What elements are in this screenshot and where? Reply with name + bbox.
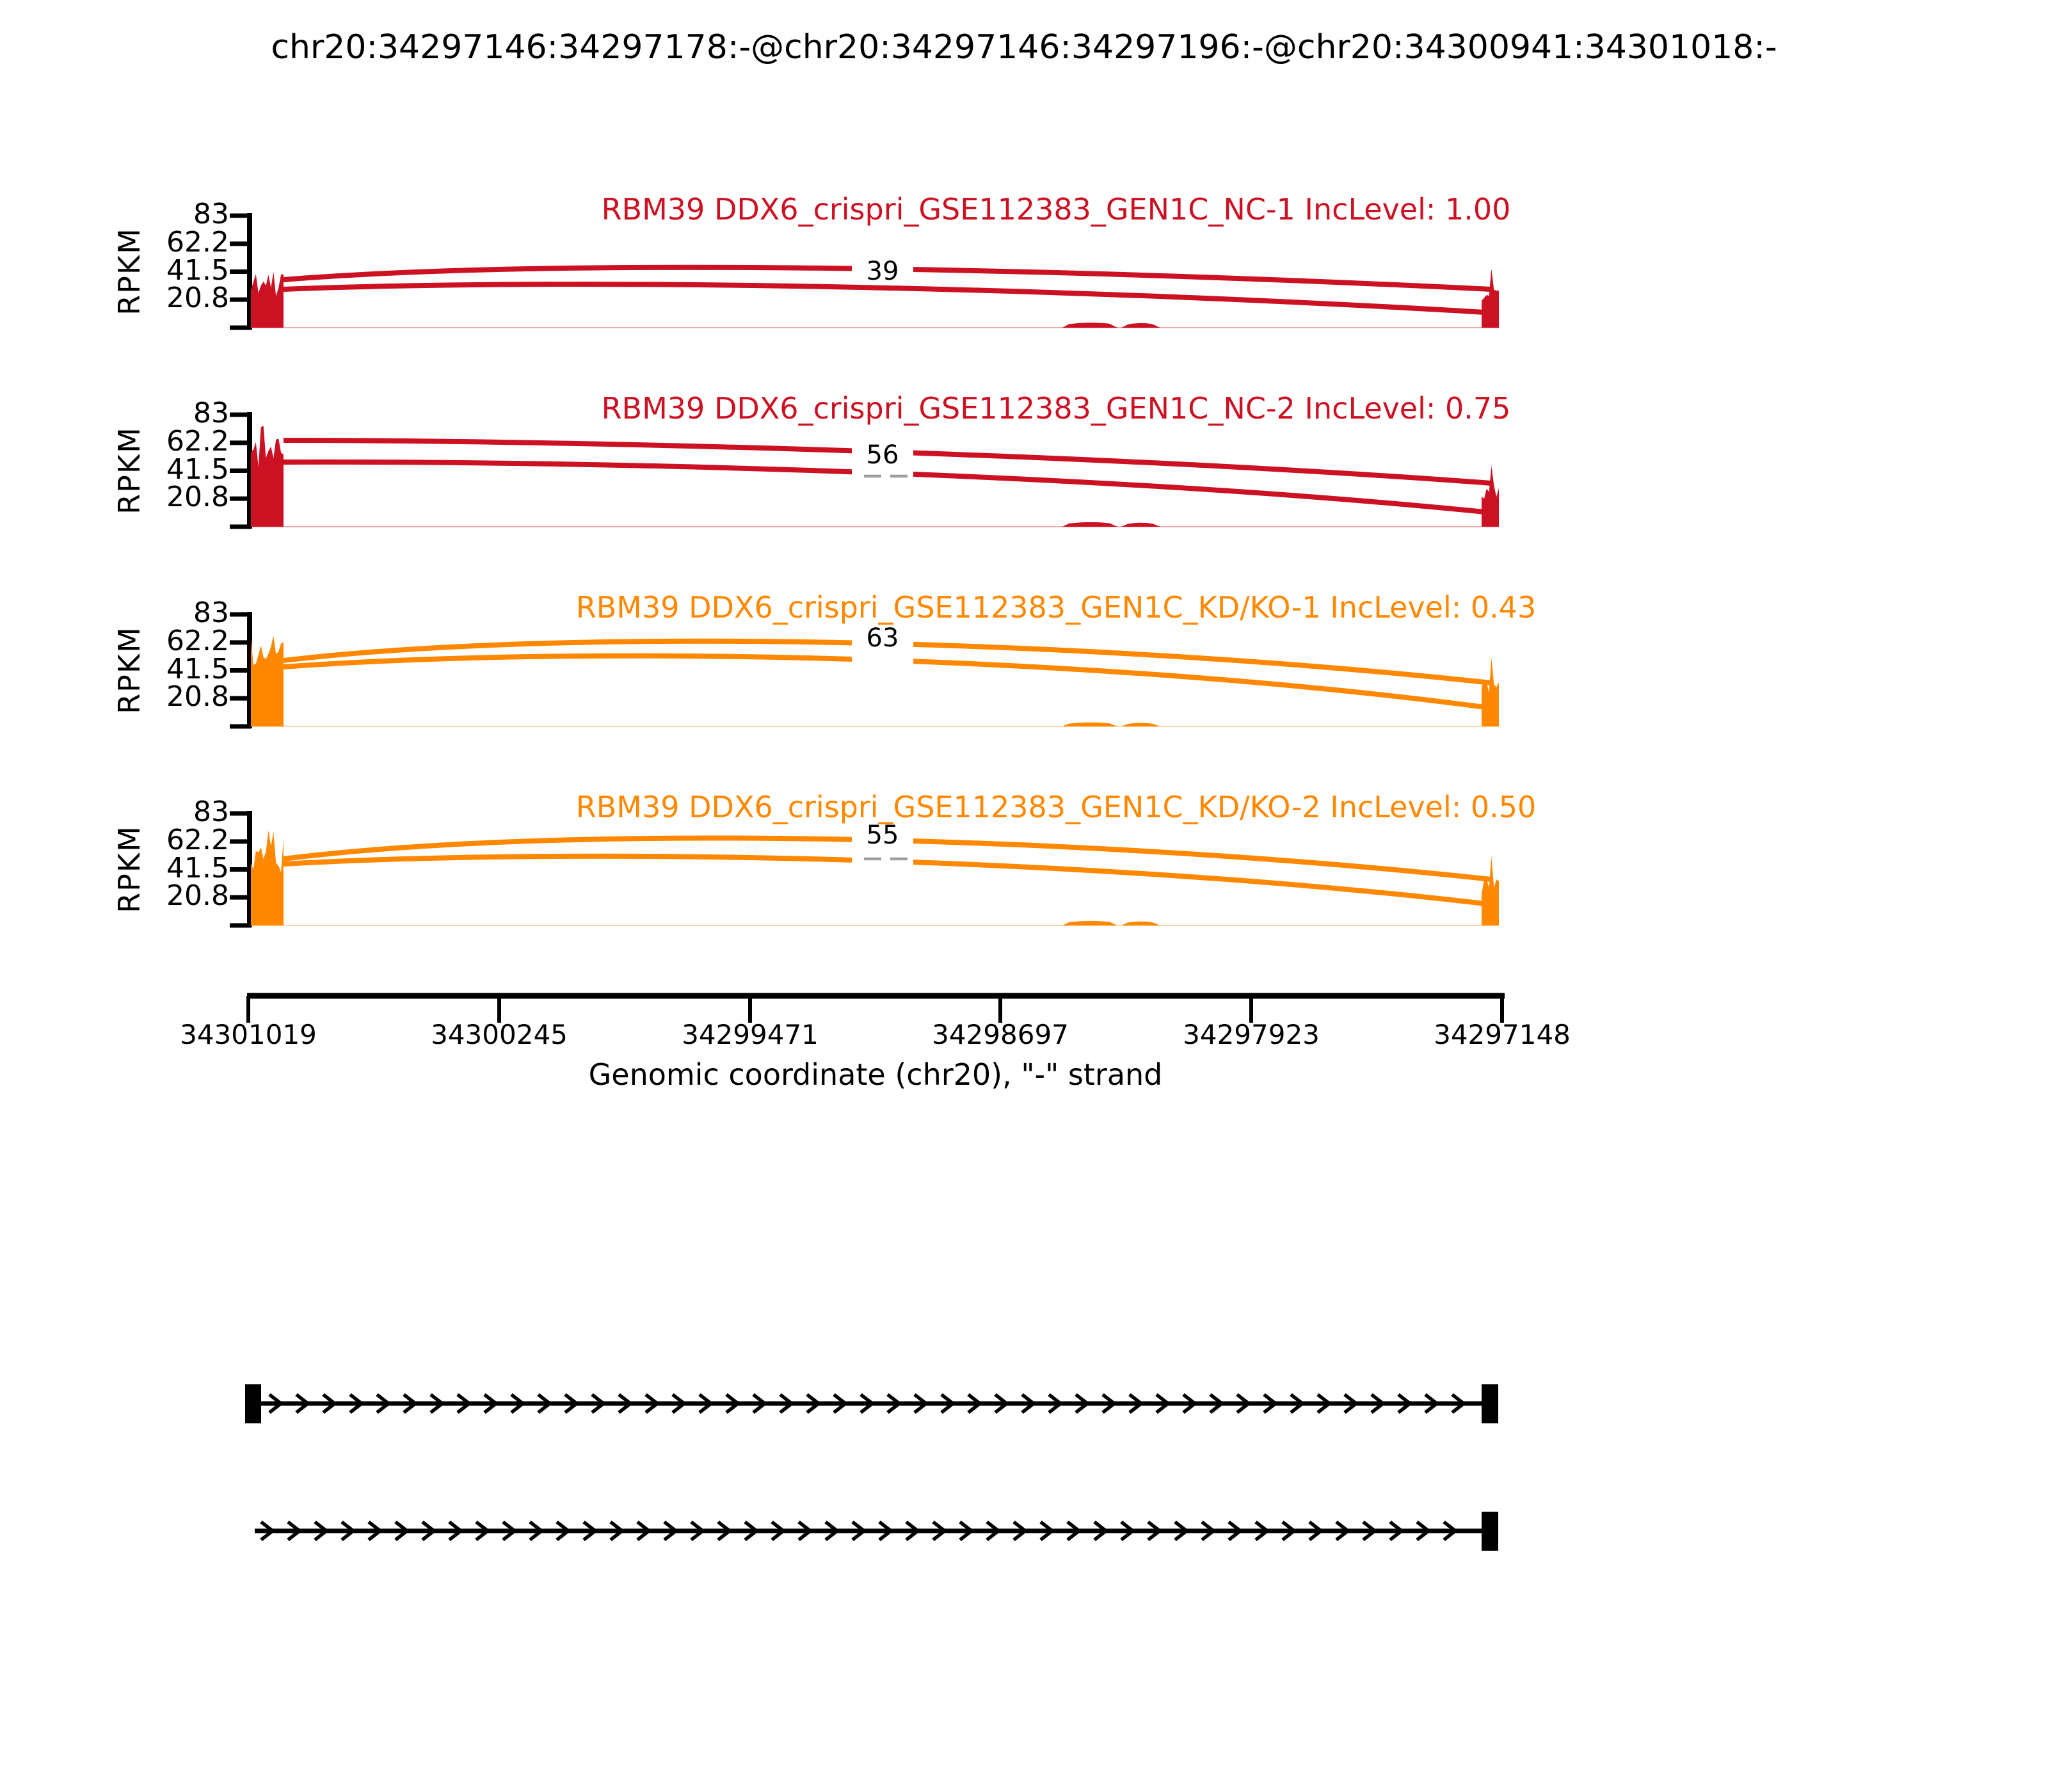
x-axis-tick-label: 34300245 [431, 1019, 568, 1050]
rpkm-axis-label: RPKM [112, 426, 147, 515]
track-title-kdko-1: RBM39 DDX6_crispri_GSE112383_GEN1C_KD/KO-1 IncLevel: 0.43 [575, 590, 1537, 625]
coverage-bump [1121, 323, 1160, 328]
y-axis-tick-label: 83 [193, 596, 229, 629]
junction-count-label: 55 [866, 820, 899, 850]
coverage-bump [1062, 921, 1117, 925]
coverage-left-exon [251, 636, 284, 726]
junction-count-label: 56 [866, 440, 899, 470]
coverage-bump [1121, 523, 1160, 527]
coverage-right-exon [1482, 856, 1499, 925]
coverage-left-exon [251, 426, 284, 527]
coverage-bump [1062, 323, 1117, 328]
rpkm-axis-label: RPKM [112, 825, 147, 913]
track-title-nc-2: RBM39 DDX6_crispri_GSE112383_GEN1C_NC-2 IncLevel: 0.75 [601, 391, 1511, 426]
exon-box-left-isoform1 [245, 1384, 261, 1423]
y-axis-tick-label: 41.5 [166, 452, 229, 486]
y-axis-tick-label: 20.8 [166, 680, 229, 714]
y-axis-tick-label: 62.2 [166, 424, 229, 458]
coverage-bump [1121, 922, 1160, 925]
x-axis-tick-label: 34301019 [180, 1019, 317, 1050]
y-axis-tick-label: 83 [193, 796, 229, 828]
junction-arc-lower [284, 284, 1485, 312]
y-axis-tick-label: 62.2 [166, 225, 229, 259]
coverage-bump [1121, 723, 1160, 726]
coverage-left-exon [251, 831, 284, 925]
y-axis-tick-label: 83 [193, 397, 229, 429]
junction-count-label: 63 [866, 623, 899, 653]
coverage-bump [1062, 723, 1117, 726]
rpkm-axis-label: RPKM [112, 227, 147, 316]
plot-title: chr20:34297146:34297178:-@chr20:34297146:34297196:-@chr20:34300941:34301018:- [271, 28, 1777, 67]
y-axis-tick-label: 20.8 [166, 879, 229, 913]
exon-box-right-isoform2 [1482, 1512, 1498, 1551]
y-axis-tick-label: 41.5 [166, 253, 229, 287]
y-axis-tick-label: 41.5 [166, 851, 229, 884]
coverage-bump [1062, 522, 1117, 527]
coverage-right-exon [1482, 269, 1499, 328]
y-axis-tick-label: 41.5 [166, 652, 229, 685]
coverage-left-exon [251, 272, 284, 328]
track-title-kdko-2: RBM39 DDX6_crispri_GSE112383_GEN1C_KD/KO-2 IncLevel: 0.50 [575, 790, 1537, 824]
x-axis-title: Genomic coordinate (chr20), "-" strand [588, 1057, 1163, 1092]
coverage-right-exon [1482, 657, 1499, 726]
y-axis-tick-label: 20.8 [166, 282, 229, 315]
y-axis-tick-label: 83 [193, 198, 229, 230]
x-axis-tick-label: 34297923 [1183, 1019, 1320, 1050]
x-axis-tick-label: 34299471 [682, 1019, 819, 1050]
rpkm-axis-label: RPKM [112, 626, 147, 714]
exon-box-right-isoform1 [1482, 1384, 1498, 1423]
x-axis-tick-label: 34297148 [1434, 1019, 1571, 1050]
y-axis-tick-label: 62.2 [166, 624, 229, 657]
x-axis-tick-label: 34298697 [932, 1019, 1069, 1050]
y-axis-tick-label: 20.8 [166, 481, 229, 514]
coverage-right-exon [1482, 466, 1499, 527]
track-title-nc-1: RBM39 DDX6_crispri_GSE112383_GEN1C_NC-1 IncLevel: 1.00 [601, 192, 1511, 227]
junction-count-label: 39 [866, 257, 899, 286]
y-axis-tick-label: 62.2 [166, 823, 229, 856]
